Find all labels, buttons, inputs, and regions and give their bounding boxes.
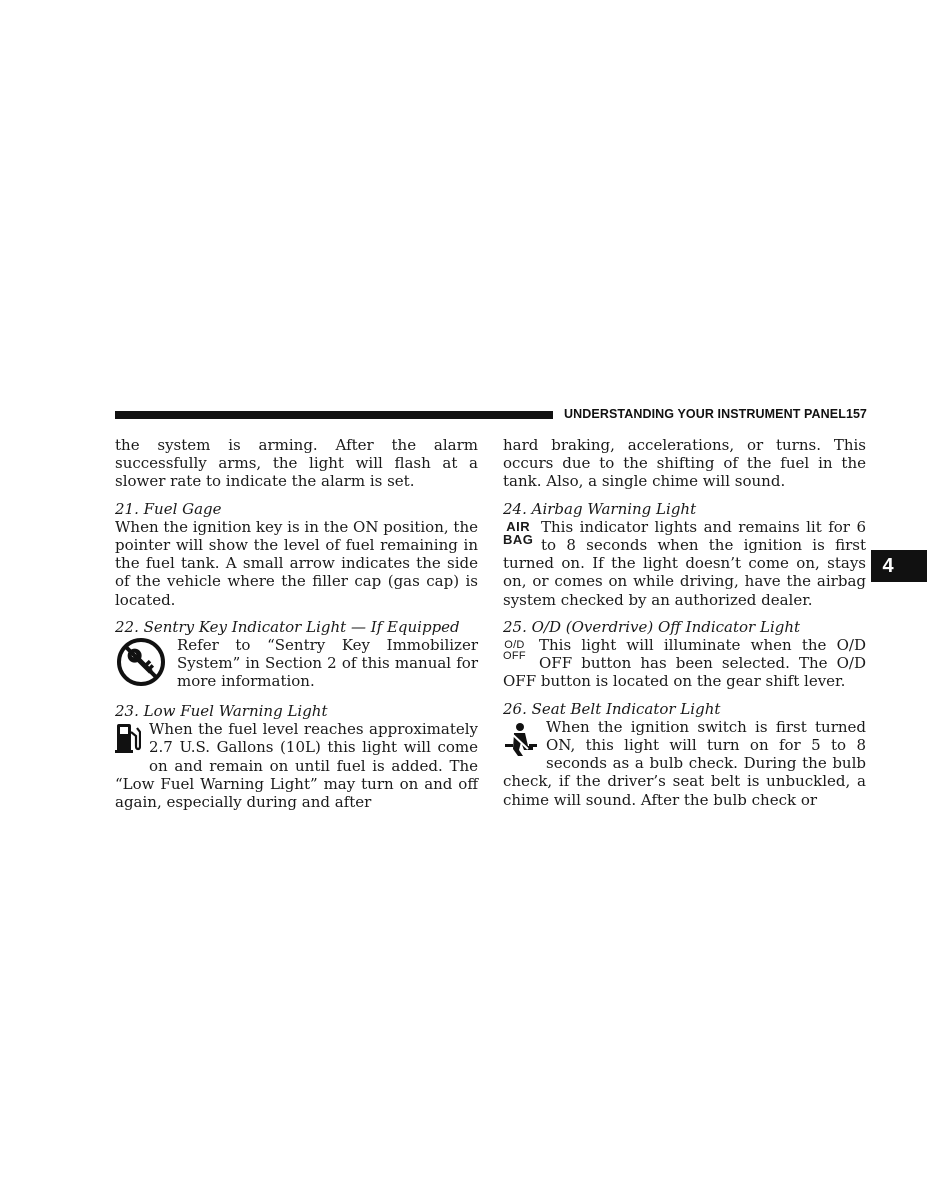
fuel-gage-paragraph: When the ignition key is in the ON position, the pointer will show the level of fuel remaining in the fuel tank. A small arrow indicates the side of the vehicle where the filler cap (gas cap) is located. bbox=[115, 517, 478, 609]
fuel-pump-icon-wrap bbox=[115, 720, 149, 772]
seat-belt-icon bbox=[503, 722, 539, 758]
od-off-icon-wrap bbox=[503, 636, 539, 670]
low-fuel-heading: 23. Low Fuel Warning Light bbox=[115, 702, 328, 721]
od-off-icon bbox=[503, 640, 526, 662]
seat-belt-icon-wrap bbox=[503, 718, 546, 768]
fuel-pump-icon bbox=[115, 722, 141, 754]
right-column bbox=[503, 436, 866, 809]
header-rule bbox=[115, 411, 553, 419]
airbag-icon bbox=[503, 520, 533, 546]
overdrive-off-heading: 25. O/D (Overdrive) Off Indicator Light bbox=[503, 617, 801, 636]
seat-belt-paragraph: When the ignition switch is first turned ON, this light will turn on for 5 to 8 seconds as a bulb check. During the bulb check, if the driver’s seat belt is unbuckled, a chime will sound. After the bulb check or bbox=[503, 717, 866, 809]
low-fuel-paragraph: When the fuel level reaches approximately 2.7 U.S. Gallons (10L) this light will come on and remain on until fuel is added. The “Low Fuel Warning Light” may turn on and off again, especially during and after bbox=[115, 720, 478, 812]
sentry-key-icon-wrap bbox=[115, 636, 177, 694]
sentry-key-paragraph: Refer to “Sentry Key Immobilizer System” in Section 2 of this manual for more information. bbox=[177, 636, 478, 691]
airbag-heading: 24. Airbag Warning Light bbox=[503, 499, 697, 518]
left-column bbox=[115, 436, 478, 811]
sentry-key-icon bbox=[115, 636, 167, 688]
airbag-icon-line1: AIR bbox=[506, 518, 531, 534]
od-off-icon-line2: OFF bbox=[503, 650, 526, 663]
right-intro-paragraph: hard braking, accelerations, or turns. This occurs due to the shifting of the fuel in the tank. Also, a single chime will sound. bbox=[503, 436, 866, 491]
od-off-icon-line1: O/D bbox=[504, 639, 525, 652]
section-title: UNDERSTANDING YOUR INSTRUMENT PANEL bbox=[564, 407, 846, 421]
overdrive-off-paragraph: This light will illuminate when the O/D OFF button has been selected. The O/D OFF button is located on the gear shift lever. bbox=[503, 636, 866, 691]
airbag-icon-line2: BAG bbox=[503, 531, 534, 547]
airbag-paragraph: This indicator lights and remains lit for 6 to 8 seconds when the ignition is first turned on. If the light doesn’t come on, stays on, or comes on while driving, have the airbag system checked by an authorized dealer. bbox=[503, 517, 866, 609]
page-number: 157 bbox=[846, 407, 867, 421]
sentry-key-heading: 22. Sentry Key Indicator Light — If Equipped bbox=[115, 617, 460, 636]
chapter-tab-number: 4 bbox=[882, 554, 894, 577]
left-intro-paragraph: the system is arming. After the alarm successfully arms, the light will flash at a slower rate to indicate the alarm is set. bbox=[115, 436, 478, 491]
seat-belt-heading: 26. Seat Belt Indicator Light bbox=[503, 699, 721, 718]
chapter-tab bbox=[871, 550, 927, 582]
airbag-icon-wrap bbox=[503, 518, 541, 552]
fuel-gage-heading: 21. Fuel Gage bbox=[115, 499, 222, 518]
